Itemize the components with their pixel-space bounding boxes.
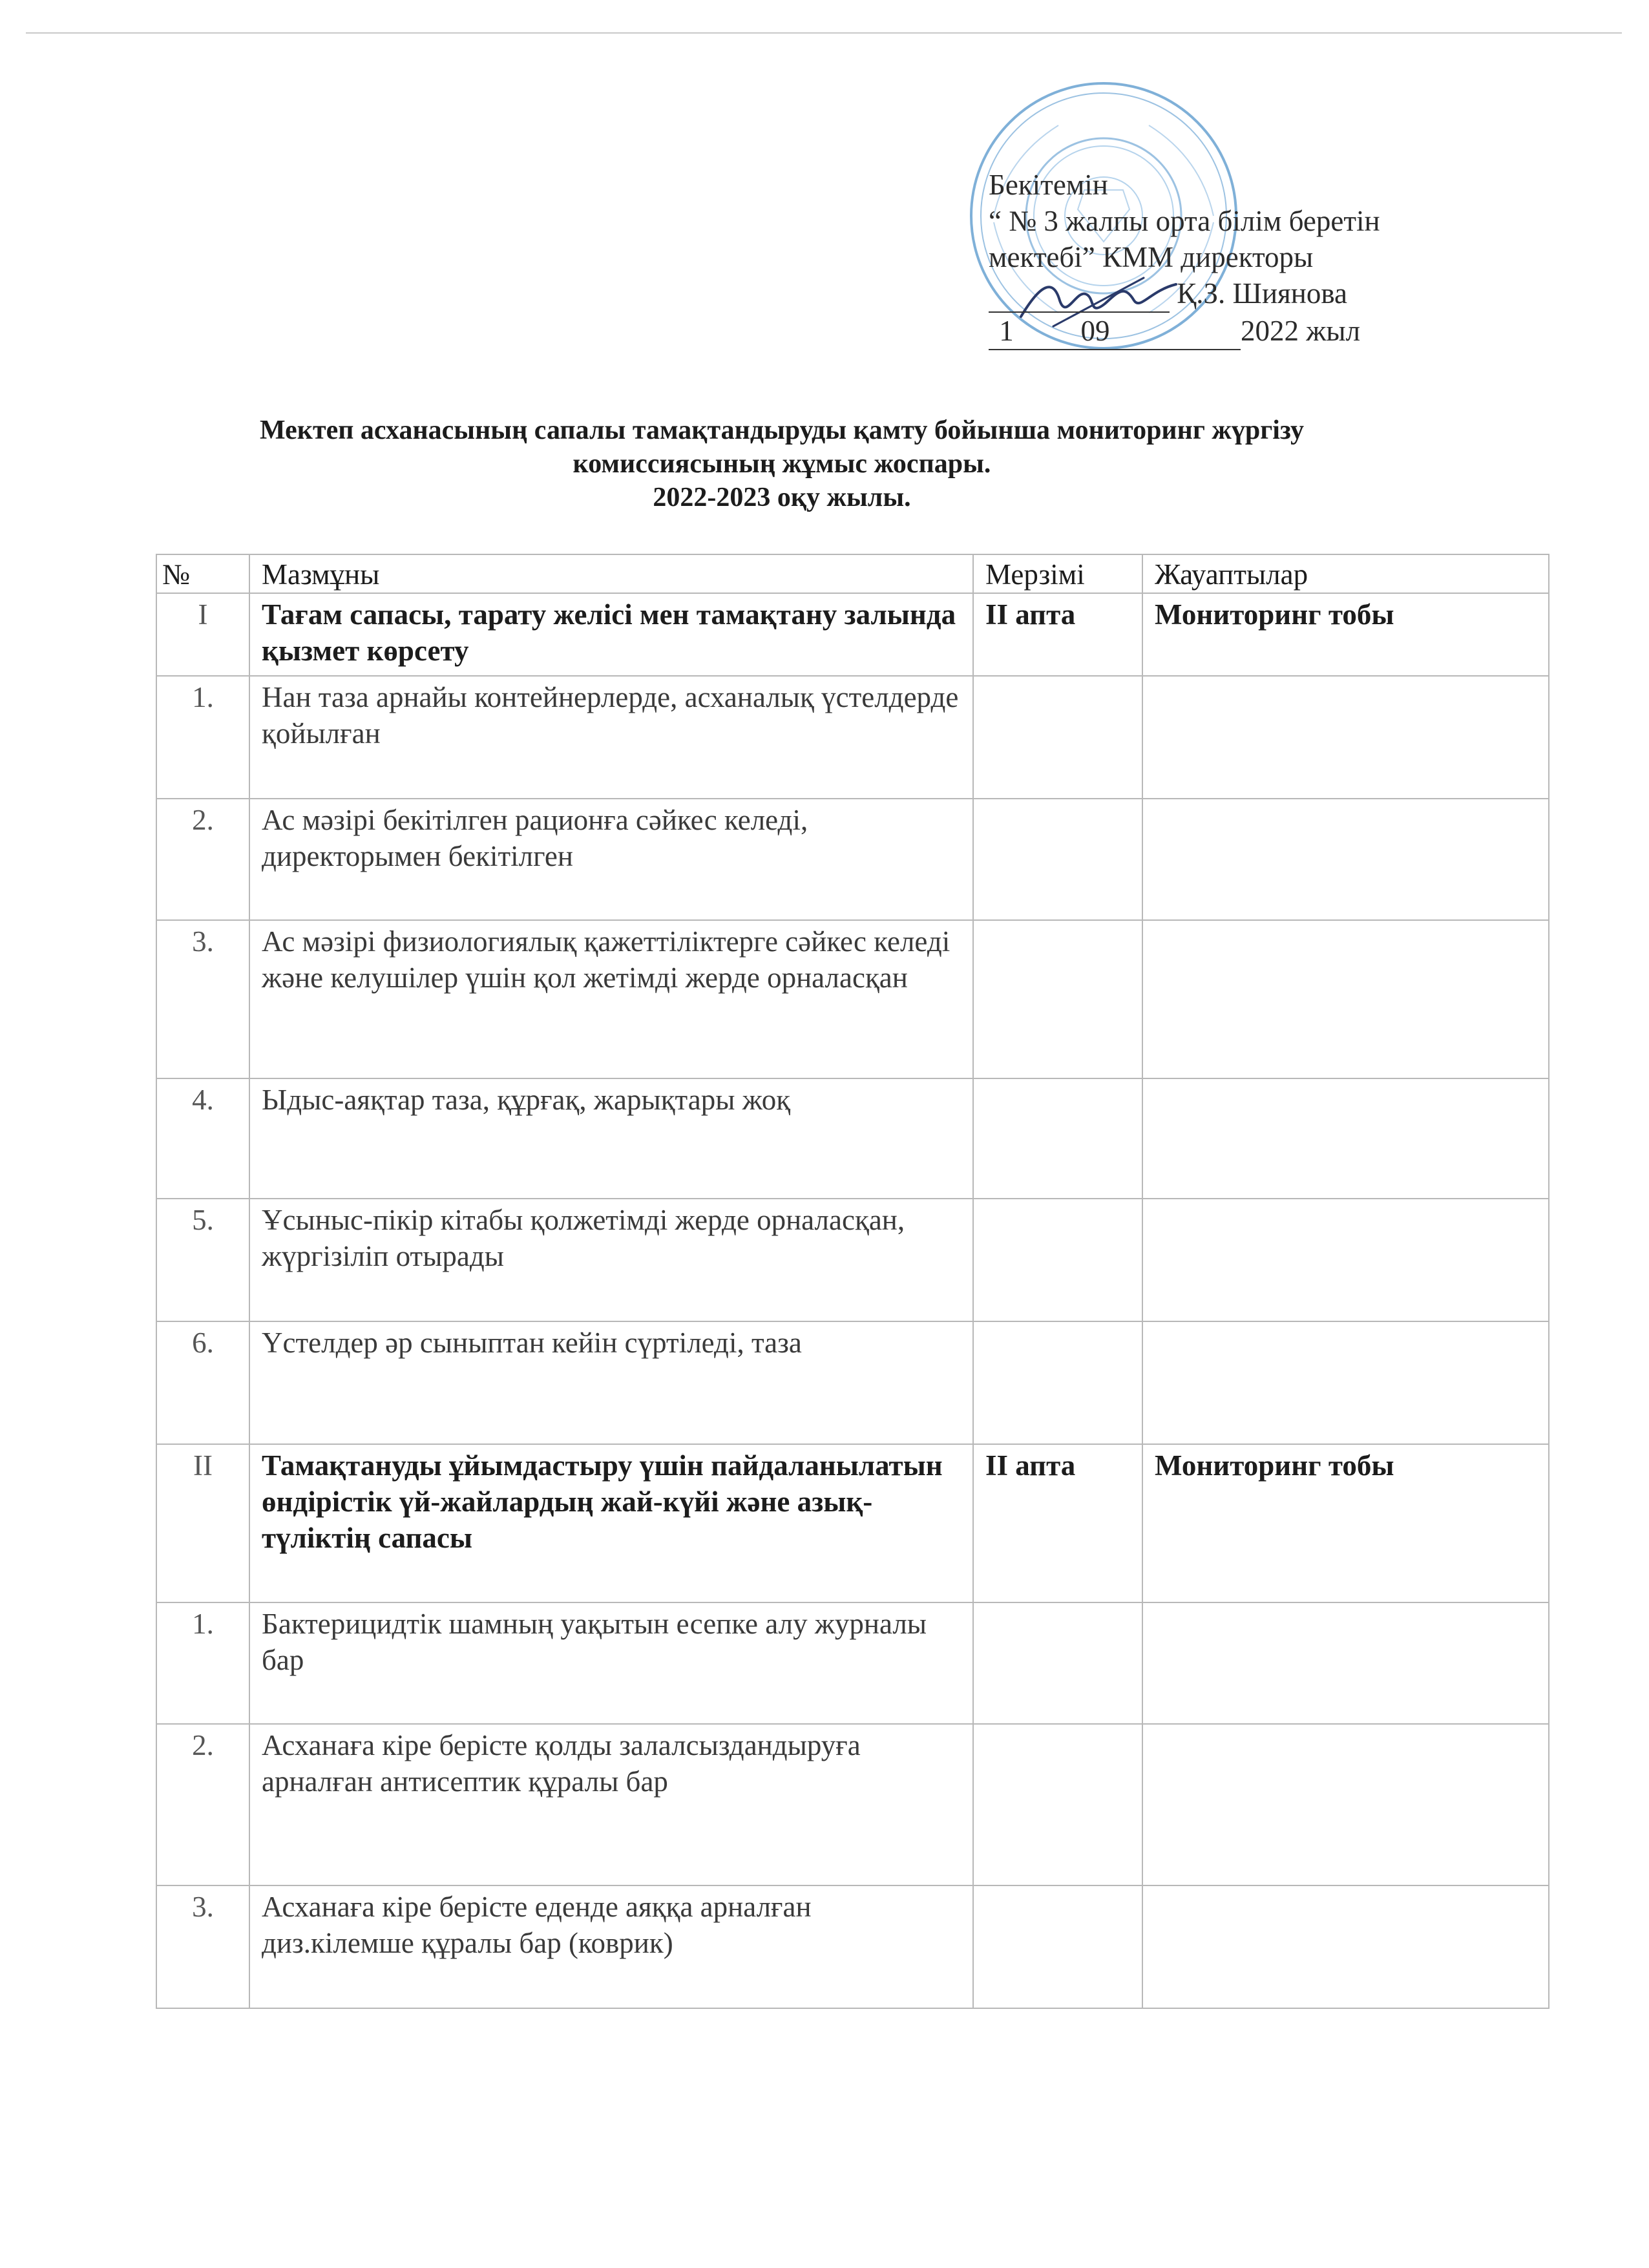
table-header-row — [156, 554, 1549, 593]
row-number: 6. — [156, 1321, 249, 1444]
table-row — [156, 799, 1549, 920]
row-responsible — [1142, 1885, 1549, 2008]
section-number: I — [156, 593, 249, 676]
section-row — [156, 1444, 1549, 1602]
row-content: Асханаға кіре берісте қолды залалсыздандыруға арналған антисептик құралы бар — [249, 1724, 973, 1885]
row-deadline — [973, 1885, 1142, 2008]
title-line-3: 2022-2023 оқу жылы. — [653, 483, 911, 512]
title-line-2: комиссиясының жұмыс жоспары. — [572, 449, 991, 479]
row-responsible — [1142, 676, 1549, 799]
row-number: 3. — [156, 920, 249, 1078]
row-deadline — [973, 799, 1142, 920]
table-row — [156, 1199, 1549, 1321]
section-title: Тағам сапасы, тарату желісі мен тамақтану залында қызмет көрсету — [249, 593, 973, 676]
table-row — [156, 676, 1549, 799]
director-name: Қ.З. Шиянова — [1177, 277, 1347, 310]
section-deadline: II апта — [973, 593, 1142, 676]
row-responsible — [1142, 1602, 1549, 1724]
row-number: 2. — [156, 1724, 249, 1885]
title-line-1: Мектеп асханасының сапалы тамақтандыруды қамту бойынша мониторинг жүргізу — [260, 415, 1304, 445]
table-row — [156, 1078, 1549, 1199]
table-row — [156, 1724, 1549, 1885]
row-number: 4. — [156, 1078, 249, 1199]
row-content: Үстелдер әр сыныптан кейін сүртіледі, таза — [249, 1321, 973, 1444]
section-deadline: II апта — [973, 1444, 1142, 1602]
table-row — [156, 1885, 1549, 2008]
approval-position: мектебі” КММ директоры — [989, 241, 1314, 273]
approval-day: 1 — [989, 313, 1024, 350]
row-responsible — [1142, 1724, 1549, 1885]
row-responsible — [1142, 1321, 1549, 1444]
row-responsible — [1142, 1078, 1549, 1199]
section-row — [156, 593, 1549, 676]
table-row — [156, 920, 1549, 1078]
header-content: Мазмұны — [249, 554, 973, 593]
row-content: Ас мәзірі бекітілген рационға сәйкес келеді, директорымен бекітілген — [249, 799, 973, 920]
row-deadline — [973, 676, 1142, 799]
section-responsible: Мониторинг тобы — [1142, 1444, 1549, 1602]
table-row — [156, 1602, 1549, 1724]
approval-month: 09 — [1024, 313, 1166, 350]
row-content: Асханаға кіре берісте еденде аяққа арналған диз.кілемше құралы бар (коврик) — [249, 1885, 973, 2008]
section-responsible: Мониторинг тобы — [1142, 593, 1549, 676]
row-content: Ыдыс-аяқтар таза, құрғақ, жарықтары жоқ — [249, 1078, 973, 1199]
row-content: Бактерицидтік шамның уақытын есепке алу журналы бар — [249, 1602, 973, 1724]
header-deadline: Мерзімі — [973, 554, 1142, 593]
section-number: II — [156, 1444, 249, 1602]
row-number: 3. — [156, 1885, 249, 2008]
page-top-rule — [26, 32, 1622, 34]
row-number: 1. — [156, 676, 249, 799]
approval-date-line — [989, 313, 1506, 350]
approval-name-line — [989, 275, 1506, 313]
approval-school: “ № 3 жалпы орта білім беретін — [989, 205, 1380, 237]
table-row — [156, 1321, 1549, 1444]
row-deadline — [973, 1199, 1142, 1321]
row-number: 2. — [156, 799, 249, 920]
row-content: Ас мәзірі физиологиялық қажеттіліктерге сәйкес келеді және келушілер үшін қол жетімді жерде орналасқан — [249, 920, 973, 1078]
row-number: 1. — [156, 1602, 249, 1724]
row-responsible — [1142, 799, 1549, 920]
row-content: Нан таза арнайы контейнерлерде, асханалық үстелдерде қойылған — [249, 676, 973, 799]
header-number: № — [156, 554, 249, 593]
row-content: Ұсыныс-пікір кітабы қолжетімді жерде орналасқан, жүргізіліп отырады — [249, 1199, 973, 1321]
row-deadline — [973, 1602, 1142, 1724]
row-deadline — [973, 1321, 1142, 1444]
row-deadline — [973, 1724, 1142, 1885]
approval-year: 2022 жыл — [1241, 315, 1361, 347]
approval-heading: Бекітемін — [989, 169, 1108, 201]
signature-blank — [989, 275, 1170, 313]
section-title: Тамақтануды ұйымдастыру үшін пайдаланылатын өндірістік үй-жайлардың жай-күйі және азық-түліктің сапасы — [249, 1444, 973, 1602]
work-plan-table — [156, 554, 1549, 2009]
approval-block — [989, 167, 1506, 350]
row-responsible — [1142, 920, 1549, 1078]
row-responsible — [1142, 1199, 1549, 1321]
row-deadline — [973, 920, 1142, 1078]
document-title — [116, 414, 1447, 514]
row-deadline — [973, 1078, 1142, 1199]
header-responsible: Жауаптылар — [1142, 554, 1549, 593]
row-number: 5. — [156, 1199, 249, 1321]
